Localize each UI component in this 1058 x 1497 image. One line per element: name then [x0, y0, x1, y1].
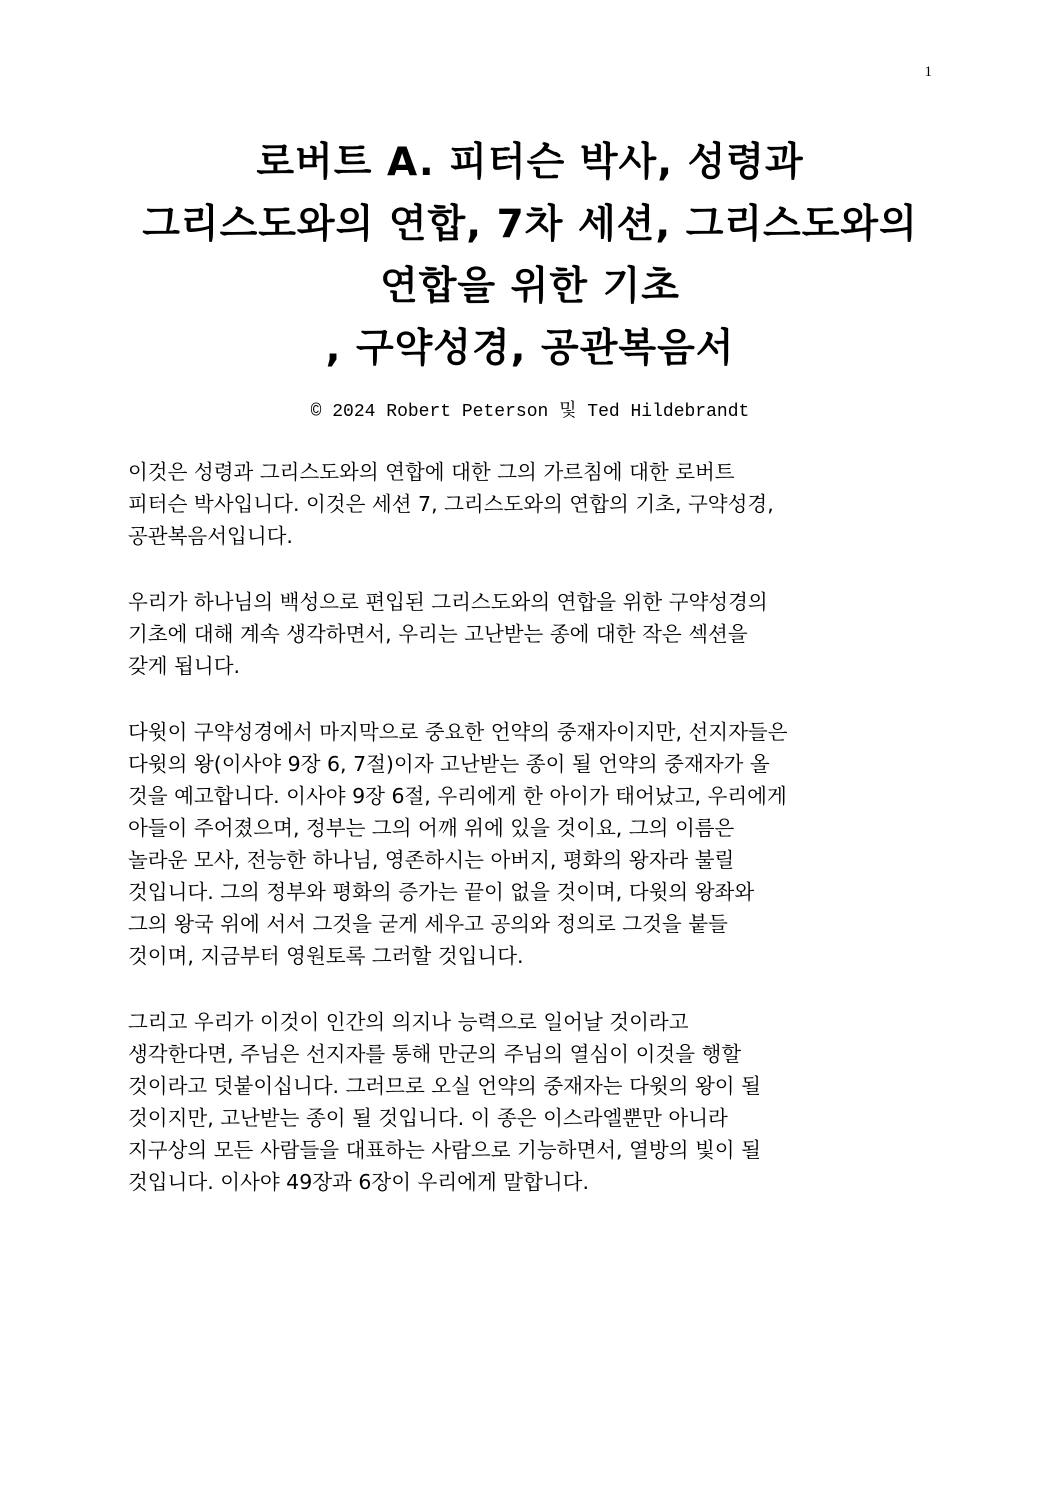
document-body — [128, 456, 938, 1232]
text-line: 것이며, 지금부터 영원토록 그러할 것입니다. — [128, 944, 524, 968]
text-line: 갖게 됩니다. — [128, 654, 241, 678]
text-line: 다윗의 왕(이사야 9장 6, 7절)이자 고난받는 종이 될 언약의 중재자가 올 — [128, 752, 770, 776]
text-line: 생각한다면, 주님은 선지자를 통해 만군의 주님의 열심이 이것을 행할 — [128, 1042, 742, 1066]
paragraph — [128, 586, 938, 682]
title-line: , 구약성경, 공관복음서 — [325, 326, 735, 371]
text-line: 다윗이 구약성경에서 마지막으로 중요한 언약의 중재자이지만, 선지자들은 — [128, 720, 788, 744]
text-line: 것을 예고합니다. 이사야 9장 6절, 우리에게 한 아이가 태어났고, 우리에게 — [128, 784, 787, 808]
paragraph — [128, 456, 938, 552]
text-line: 것이지만, 고난받는 종이 될 것입니다. 이 종은 이스라엘뿐만 아니라 — [128, 1106, 728, 1130]
page-number: 1 — [924, 64, 932, 80]
text-line: 우리가 하나님의 백성으로 편입된 그리스도와의 연합을 위한 구약성경의 — [128, 590, 768, 614]
text-line: 아들이 주어졌으며, 정부는 그의 어깨 위에 있을 것이요, 그의 이름은 — [128, 816, 735, 840]
text-line: 것입니다. 이사야 49장과 6장이 우리에게 말합니다. — [128, 1170, 589, 1194]
document-title — [110, 132, 950, 380]
title-line: 연합을 위한 기초 — [380, 264, 680, 309]
copyright-notice: © 2024 Robert Peterson 및 Ted Hildebrandt — [310, 402, 750, 422]
title-line: 로버트 A. 피터슨 박사, 성령과 — [256, 140, 804, 185]
text-line: 이것은 성령과 그리스도와의 연합에 대한 그의 가르침에 대한 로버트 — [128, 460, 735, 484]
text-line: 공관복음서입니다. — [128, 524, 293, 548]
paragraph — [128, 716, 938, 972]
text-line: 것이라고 덧붙이십니다. 그러므로 오실 언약의 중재자는 다윗의 왕이 될 — [128, 1074, 761, 1098]
title-line: 그리스도와의 연합, 7차 세션, 그리스도와의 — [142, 202, 918, 247]
paragraph — [128, 1006, 938, 1198]
text-line: 지구상의 모든 사람들을 대표하는 사람으로 기능하면서, 열방의 빛이 될 — [128, 1138, 761, 1162]
text-line: 피터슨 박사입니다. 이것은 세션 7, 그리스도와의 연합의 기초, 구약성경, — [128, 492, 774, 516]
text-line: 기초에 대해 계속 생각하면서, 우리는 고난받는 종에 대한 작은 섹션을 — [128, 622, 748, 646]
text-line: 그리고 우리가 이것이 인간의 의지나 능력으로 일어날 것이라고 — [128, 1010, 689, 1034]
text-line: 것입니다. 그의 정부와 평화의 증가는 끝이 없을 것이며, 다윗의 왕좌와 — [128, 880, 755, 904]
text-line: 놀라운 모사, 전능한 하나님, 영존하시는 아버지, 평화의 왕자라 불릴 — [128, 848, 735, 872]
text-line: 그의 왕국 위에 서서 그것을 굳게 세우고 공의와 정의로 그것을 붙들 — [128, 912, 728, 936]
